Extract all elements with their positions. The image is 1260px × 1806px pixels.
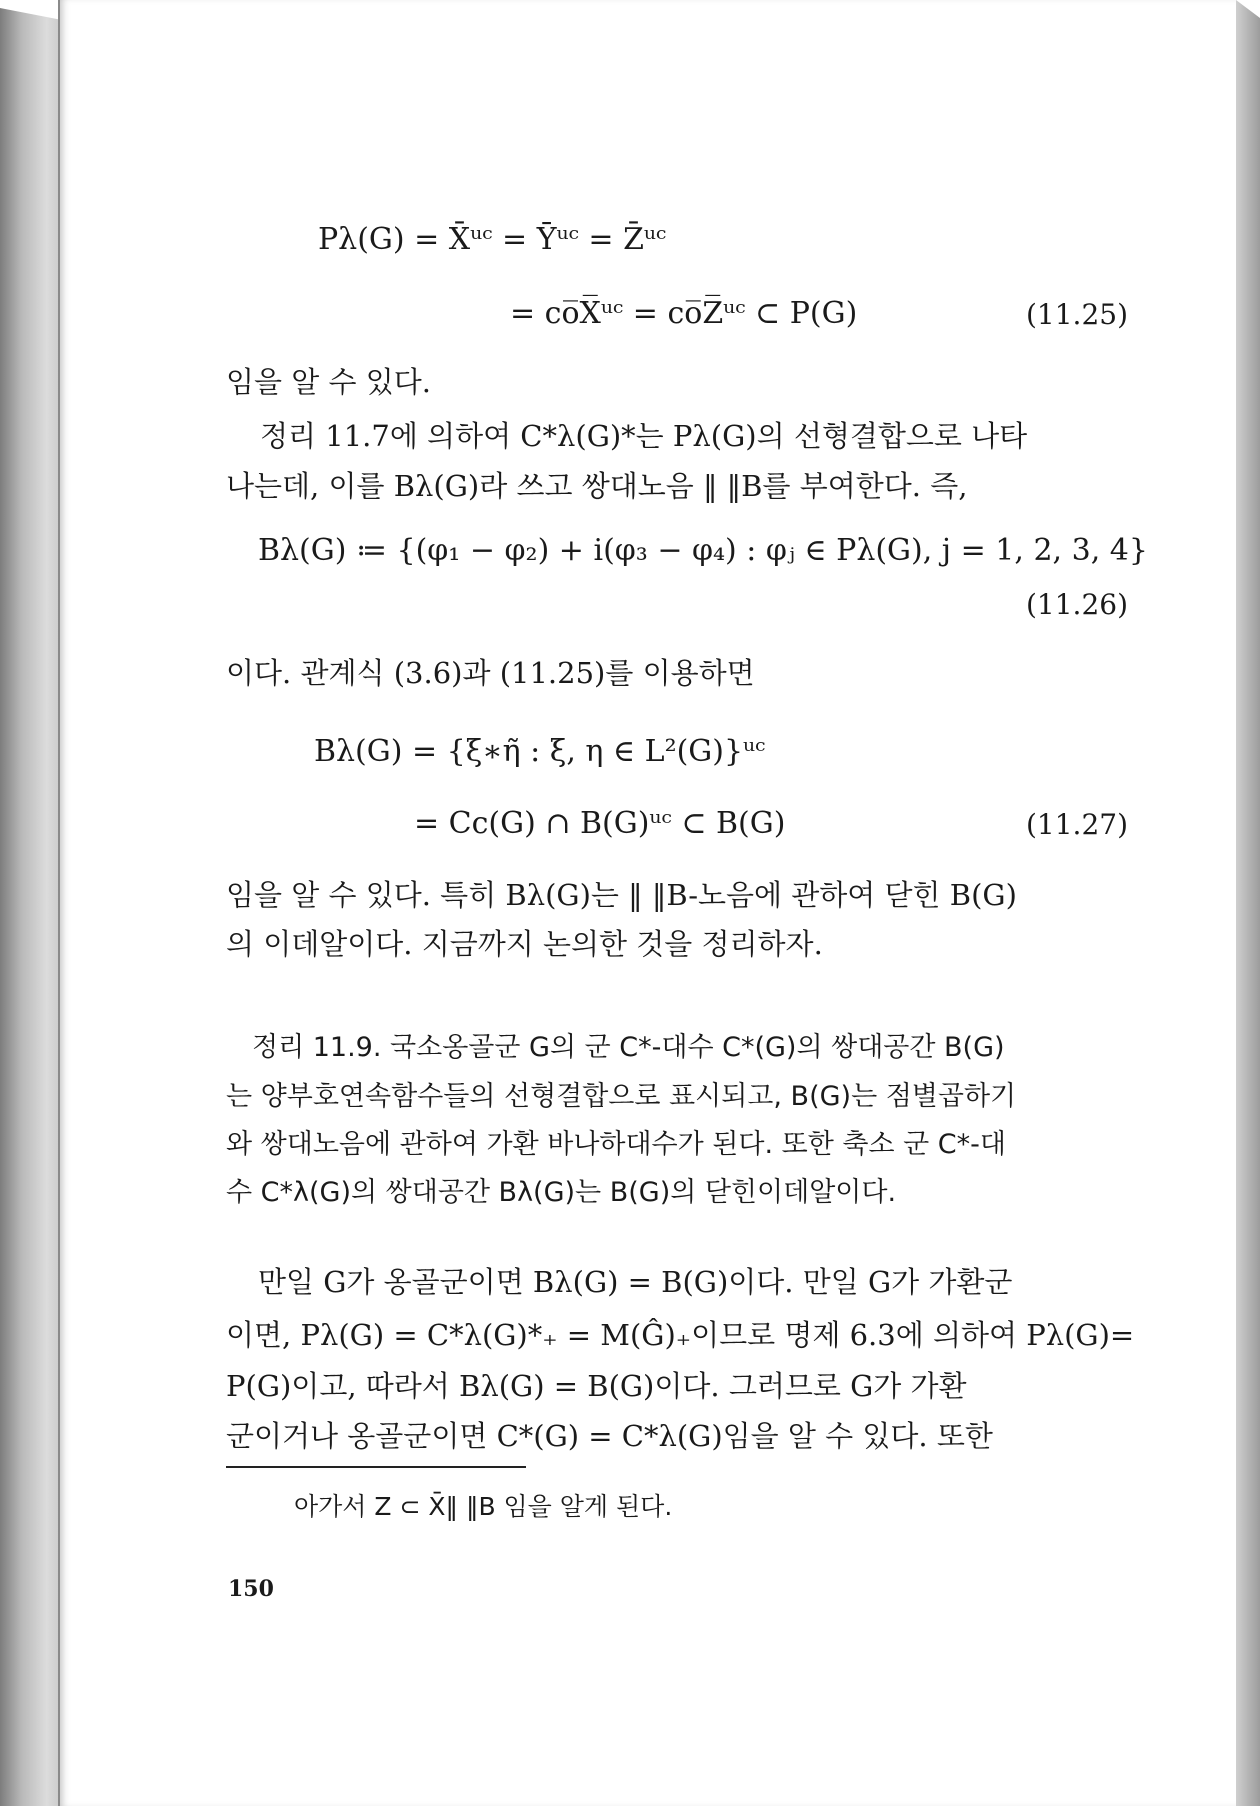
paragraph-line: 임을 알 수 있다. 특히 Bλ(G)는 ‖ ‖B-노음에 관하여 닫힌 B(G)	[226, 878, 1017, 912]
equation-11-25-line2: = co̅X̅ᵘᶜ = co̅Z̅ᵘᶜ ⊂ P(G)	[510, 296, 858, 331]
paragraph-line: 만일 G가 옹골군이면 Bλ(G) = B(G)이다. 만일 G가 가환군	[258, 1265, 1013, 1299]
equation-11-25-line1: Pλ(G) = X̄ᵘᶜ = Ȳᵘᶜ = Z̄ᵘᶜ	[318, 222, 667, 257]
paragraph-line: 정리 11.7에 의하여 C*λ(G)*는 Pλ(G)의 선형결합으로 나타	[260, 419, 1028, 453]
footnote-text: 아가서 Z ⊂ X̄‖ ‖B 임을 알게 된다.	[294, 1492, 673, 1521]
page-number: 150	[228, 1576, 274, 1602]
equation-number-11-27: (11.27)	[1025, 808, 1128, 841]
footnote-rule	[226, 1466, 526, 1468]
paragraph-line: P(G)이고, 따라서 Bλ(G) = B(G)이다. 그러므로 G가 가환	[226, 1369, 967, 1403]
paragraph-line: 나는데, 이를 Bλ(G)라 쓰고 쌍대노음 ‖ ‖B를 부여한다. 즉,	[226, 469, 968, 503]
paragraph-line: 의 이데알이다. 지금까지 논의한 것을 정리하자.	[226, 927, 823, 961]
equation-number-11-26: (11.26)	[1025, 588, 1128, 621]
paragraph-line: 임을 알 수 있다.	[226, 365, 431, 399]
book-spine	[0, 0, 62, 1806]
equation-11-27-line2: = Cc(G) ∩ B(G)ᵘᶜ ⊂ B(G)	[414, 806, 786, 841]
paragraph-line: 이면, Pλ(G) = C*λ(G)*₊ = M(Ĝ)₊이므로 명제 6.3에 의하여 Pλ(G)=	[226, 1318, 1135, 1352]
theorem-line: 수 C*λ(G)의 쌍대공간 Bλ(G)는 B(G)의 닫힌이데알이다.	[226, 1177, 897, 1208]
theorem-line: 는 양부호연속함수들의 선형결합으로 표시되고, B(G)는 점별곱하기	[226, 1081, 1017, 1112]
equation-number-11-25: (11.25)	[1025, 298, 1128, 331]
paragraph-line: 이다. 관계식 (3.6)과 (11.25)를 이용하면	[226, 656, 755, 690]
theorem-line: 정리 11.9. 국소옹골군 G의 군 C*-대수 C*(G)의 쌍대공간 B(G)	[252, 1032, 1005, 1063]
page-edge-shadow	[1236, 0, 1260, 1806]
theorem-line: 와 쌍대노음에 관하여 가환 바나하대수가 된다. 또한 축소 군 C*-대	[226, 1129, 1006, 1160]
equation-11-27-line1: Bλ(G) = {ξ∗η̃ : ξ, η ∈ L²(G)}ᵘᶜ	[314, 734, 766, 769]
equation-11-26-line1: Bλ(G) ≔ {(φ₁ − φ₂) + i(φ₃ − φ₄) : φⱼ ∈ Pλ(G), j = 1, 2, 3, 4}	[258, 533, 1148, 568]
paragraph-line: 군이거나 옹골군이면 C*(G) = C*λ(G)임을 알 수 있다. 또한	[226, 1419, 993, 1453]
